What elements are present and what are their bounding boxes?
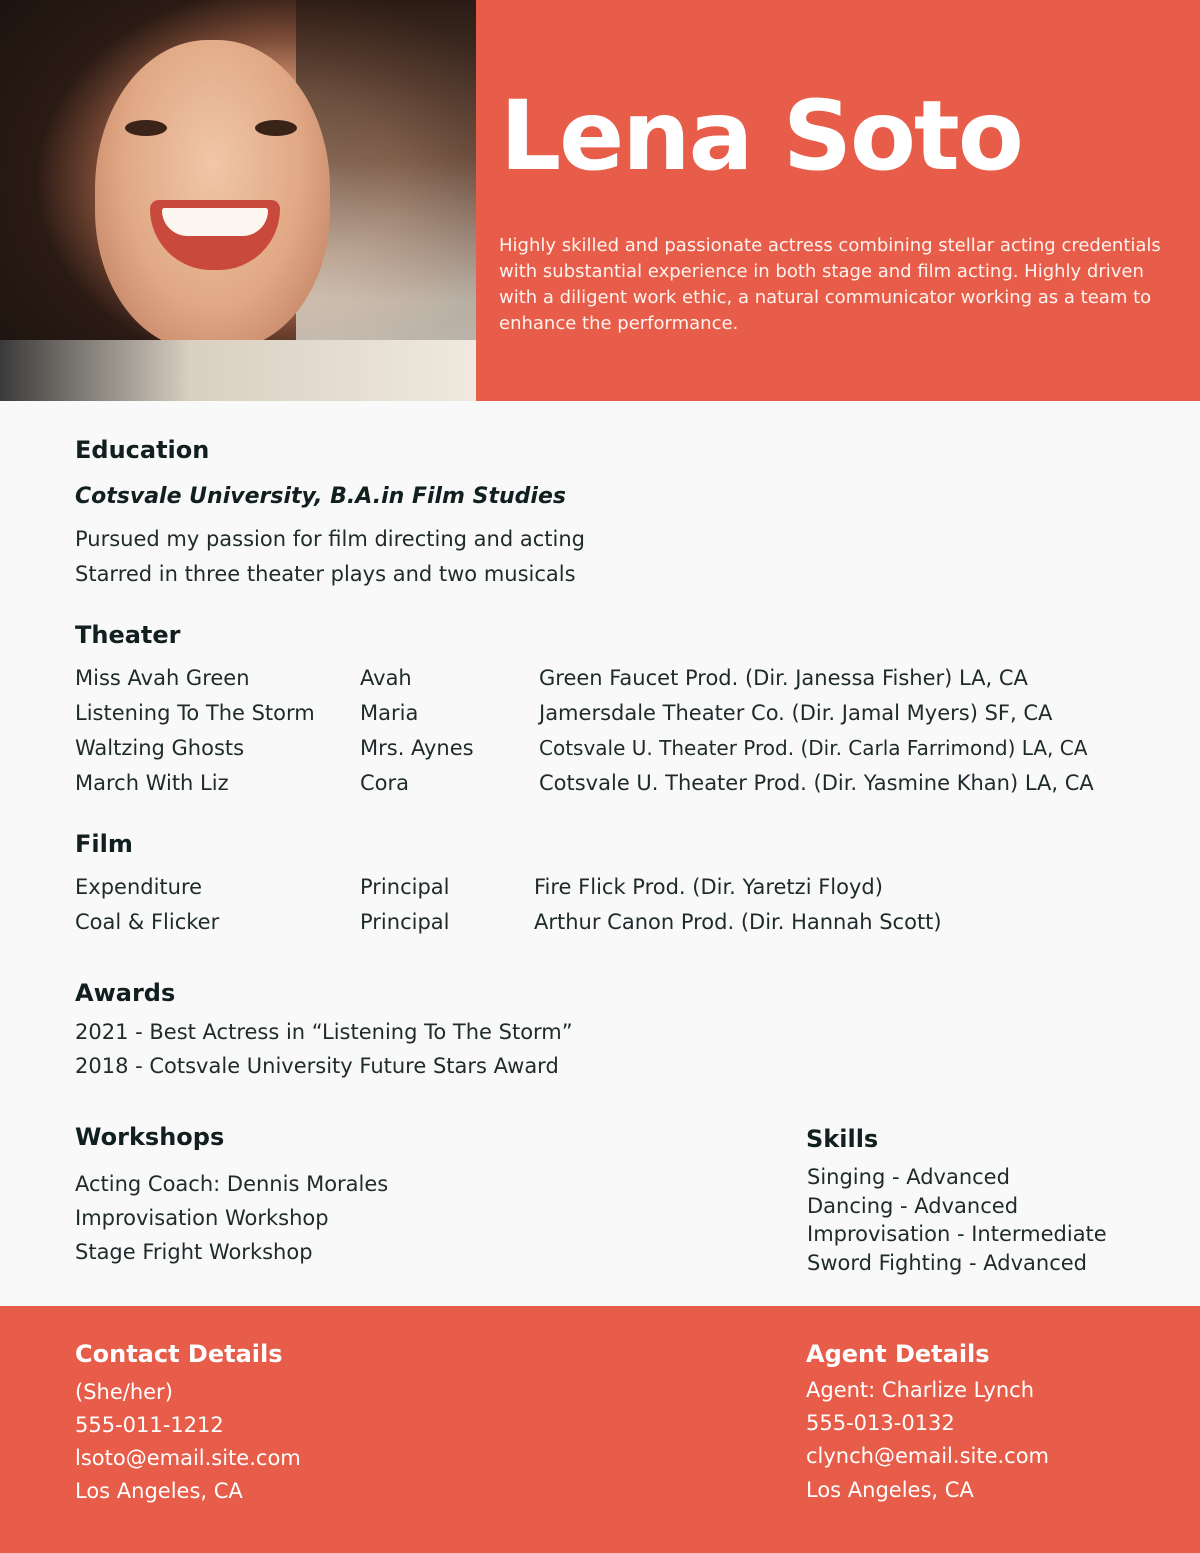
theater-role: Cora: [360, 771, 410, 795]
theater-title: Waltzing Ghosts: [75, 736, 245, 760]
agent-name: Agent: Charlize Lynch: [806, 1378, 1035, 1402]
name-banner: [476, 0, 1200, 401]
theater-title: Listening To The Storm: [75, 701, 315, 725]
theater-title: Miss Avah Green: [75, 666, 250, 690]
theater-title: March With Liz: [75, 771, 229, 795]
award-item: 2018 - Cotsvale University Future Stars Award: [75, 1054, 559, 1078]
theater-production: Cotsvale U. Theater Prod. (Dir. Yasmine Khan) LA, CA: [539, 771, 1094, 795]
portrait-photo: [0, 0, 476, 401]
film-role: Principal: [360, 910, 450, 934]
award-item: 2021 - Best Actress in “Listening To The Storm”: [75, 1020, 573, 1044]
agent-phone[interactable]: 555-013-0132: [806, 1411, 955, 1435]
workshops-heading: Workshops: [75, 1123, 225, 1151]
workshop-item: Stage Fright Workshop: [75, 1240, 313, 1264]
skill-item: Improvisation - Intermediate: [807, 1222, 1107, 1246]
awards-heading: Awards: [75, 979, 176, 1007]
education-point: Starred in three theater plays and two musicals: [75, 562, 576, 586]
theater-production: Cotsvale U. Theater Prod. (Dir. Carla Farrimond) LA, CA: [539, 736, 1088, 760]
profile-summary: Highly skilled and passionate actress combining stellar acting credentials with substantial experience in both stage and film acting. Highly driven with a diligent work ethic, a natural communicator working as a team to enhance the performance.: [499, 235, 1161, 334]
contact-location: Los Angeles, CA: [75, 1479, 243, 1503]
agent-location: Los Angeles, CA: [806, 1478, 974, 1502]
footer-contact-band: [0, 1306, 1200, 1553]
skill-item: Dancing - Advanced: [807, 1194, 1019, 1218]
skills-heading: Skills: [806, 1125, 879, 1153]
agent-email[interactable]: clynch@email.site.com: [806, 1444, 1050, 1468]
contact-heading: Contact Details: [75, 1340, 283, 1368]
theater-production: Jamersdale Theater Co. (Dir. Jamal Myers) SF, CA: [539, 701, 1053, 725]
theater-production: Green Faucet Prod. (Dir. Janessa Fisher) LA, CA: [539, 666, 1028, 690]
theater-heading: Theater: [75, 621, 181, 649]
film-title: Expenditure: [75, 875, 203, 899]
film-heading: Film: [75, 830, 133, 858]
candidate-name: Lena Soto: [500, 80, 1022, 192]
education-point: Pursued my passion for film directing and acting: [75, 527, 585, 551]
workshop-item: Acting Coach: Dennis Morales: [75, 1172, 389, 1196]
film-role: Principal: [360, 875, 450, 899]
contact-pronouns: (She/her): [75, 1380, 173, 1404]
film-title: Coal & Flicker: [75, 910, 220, 934]
workshop-item: Improvisation Workshop: [75, 1206, 329, 1230]
film-production: Fire Flick Prod. (Dir. Yaretzi Floyd): [534, 875, 883, 899]
header: [0, 0, 1200, 401]
film-production: Arthur Canon Prod. (Dir. Hannah Scott): [534, 910, 942, 934]
contact-phone[interactable]: 555-011-1212: [75, 1413, 224, 1437]
skill-item: Singing - Advanced: [807, 1165, 1010, 1189]
theater-role: Maria: [360, 701, 419, 725]
education-degree: Cotsvale University, B.A.in Film Studies: [75, 484, 566, 509]
skill-item: Sword Fighting - Advanced: [807, 1251, 1088, 1275]
education-heading: Education: [75, 436, 210, 464]
theater-role: Mrs. Aynes: [360, 736, 474, 760]
agent-heading: Agent Details: [806, 1340, 990, 1368]
theater-role: Avah: [360, 666, 412, 690]
contact-email[interactable]: lsoto@email.site.com: [75, 1446, 301, 1470]
